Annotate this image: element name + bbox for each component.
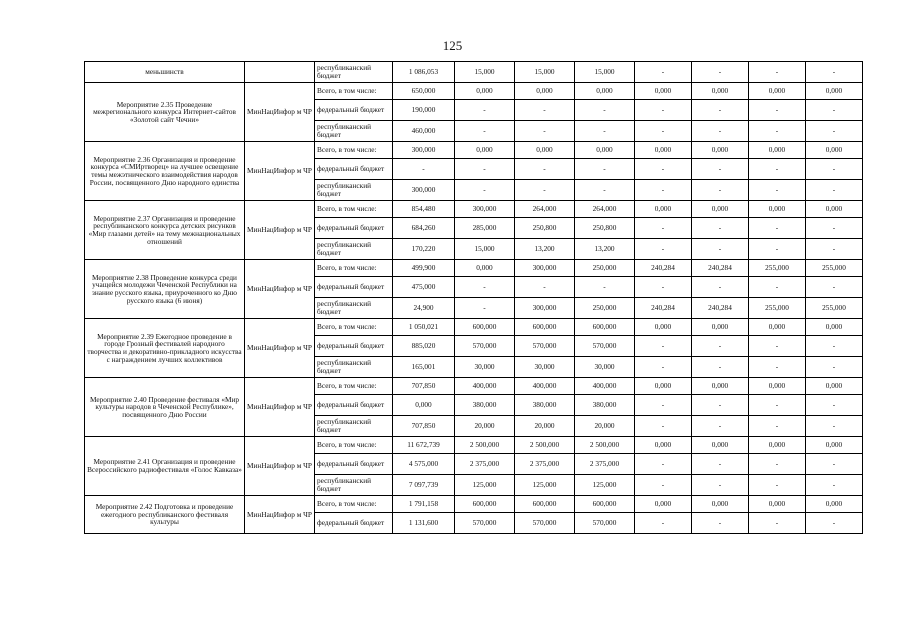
amount-cell: - — [455, 180, 515, 201]
amount-cell: 0,000 — [692, 319, 749, 336]
amount-cell: 0,000 — [692, 142, 749, 159]
amount-cell: - — [692, 121, 749, 142]
amount-cell: - — [749, 218, 806, 239]
amount-cell: - — [749, 121, 806, 142]
amount-cell: - — [635, 454, 692, 475]
table-row — [85, 201, 863, 218]
amount-cell: 0,000 — [692, 201, 749, 218]
amount-cell: - — [692, 336, 749, 357]
amount-cell: - — [749, 454, 806, 475]
amount-cell: 400,000 — [575, 378, 635, 395]
amount-cell: - — [806, 180, 863, 201]
amount-cell: - — [575, 121, 635, 142]
amount-cell: - — [749, 180, 806, 201]
amount-cell: - — [749, 277, 806, 298]
table-body — [85, 62, 863, 534]
amount-cell: - — [692, 395, 749, 416]
amount-cell: 300,000 — [393, 180, 455, 201]
table-row — [85, 142, 863, 159]
amount-cell: 190,000 — [393, 100, 455, 121]
amount-cell: 885,020 — [393, 336, 455, 357]
amount-cell: 285,000 — [455, 218, 515, 239]
amount-cell: - — [515, 121, 575, 142]
event-name-cell: Мероприятие 2.39 Ежегодное проведение в городе Грозный фестивалей народного творчества и декоративно-прикладного искусства с награждением лучших коллективов — [85, 319, 245, 378]
amount-cell: 0,000 — [806, 142, 863, 159]
amount-cell: 13,200 — [575, 239, 635, 260]
amount-cell: - — [575, 180, 635, 201]
funding-source-cell: Всего, в том числе: — [315, 437, 393, 454]
amount-cell: - — [806, 336, 863, 357]
amount-cell: - — [455, 298, 515, 319]
event-name-cell: Мероприятие 2.41 Организация и проведение Всероссийского радиофестиваля «Голос Кавказа» — [85, 437, 245, 496]
amount-cell: 1 086,053 — [393, 62, 455, 83]
event-name-cell: Мероприятие 2.37 Организация и проведение республиканского конкурса детских рисунков «Мир глазами детей» на тему межнациональных отношений — [85, 201, 245, 260]
amount-cell: - — [635, 121, 692, 142]
amount-cell: 300,000 — [515, 260, 575, 277]
funding-source-cell: республиканский бюджет — [315, 416, 393, 437]
amount-cell: - — [749, 357, 806, 378]
amount-cell: 20,000 — [455, 416, 515, 437]
amount-cell: 380,000 — [515, 395, 575, 416]
executor-cell: МинНацИнфор м ЧР — [245, 142, 315, 201]
amount-cell: 0,000 — [806, 201, 863, 218]
amount-cell: - — [635, 277, 692, 298]
amount-cell: - — [806, 218, 863, 239]
amount-cell: - — [692, 416, 749, 437]
amount-cell: 165,001 — [393, 357, 455, 378]
amount-cell: 499,900 — [393, 260, 455, 277]
funding-source-cell: республиканский бюджет — [315, 121, 393, 142]
amount-cell: 0,000 — [749, 496, 806, 513]
amount-cell: - — [455, 159, 515, 180]
amount-cell: - — [635, 416, 692, 437]
amount-cell: 125,000 — [515, 475, 575, 496]
table-row — [85, 62, 863, 83]
amount-cell: 0,000 — [515, 142, 575, 159]
amount-cell: 570,000 — [575, 513, 635, 534]
event-name-cell: Мероприятие 2.35 Проведение межрегионального конкурса Интернет-сайтов «Золотой сайт Чечни» — [85, 83, 245, 142]
amount-cell: - — [692, 180, 749, 201]
executor-cell: МинНацИнфор м ЧР — [245, 319, 315, 378]
amount-cell: 0,000 — [575, 142, 635, 159]
amount-cell: 300,000 — [393, 142, 455, 159]
amount-cell: - — [692, 218, 749, 239]
amount-cell: 255,000 — [749, 298, 806, 319]
funding-source-cell: федеральный бюджет — [315, 159, 393, 180]
funding-source-cell: федеральный бюджет — [315, 277, 393, 298]
amount-cell: 400,000 — [515, 378, 575, 395]
amount-cell: 30,000 — [515, 357, 575, 378]
funding-source-cell: Всего, в том числе: — [315, 83, 393, 100]
amount-cell: - — [692, 277, 749, 298]
amount-cell: 570,000 — [575, 336, 635, 357]
event-name-cell: Мероприятие 2.42 Подготовка и проведение ежегодного республиканского фестиваля культуры — [85, 496, 245, 534]
amount-cell: - — [692, 62, 749, 83]
amount-cell: 1 131,600 — [393, 513, 455, 534]
amount-cell: - — [806, 513, 863, 534]
amount-cell: 2 500,000 — [515, 437, 575, 454]
table-row — [85, 437, 863, 454]
amount-cell: 170,220 — [393, 239, 455, 260]
amount-cell: - — [692, 100, 749, 121]
table-row — [85, 83, 863, 100]
amount-cell: 125,000 — [575, 475, 635, 496]
amount-cell: 854,480 — [393, 201, 455, 218]
funding-source-cell: федеральный бюджет — [315, 454, 393, 475]
amount-cell: 13,200 — [515, 239, 575, 260]
amount-cell: - — [692, 239, 749, 260]
amount-cell: 0,000 — [749, 378, 806, 395]
executor-cell — [245, 62, 315, 83]
amount-cell: 20,000 — [515, 416, 575, 437]
amount-cell: - — [575, 159, 635, 180]
funding-source-cell: федеральный бюджет — [315, 336, 393, 357]
amount-cell: - — [635, 513, 692, 534]
amount-cell: 0,000 — [575, 83, 635, 100]
amount-cell: 20,000 — [575, 416, 635, 437]
amount-cell: 380,000 — [575, 395, 635, 416]
amount-cell: 0,000 — [635, 83, 692, 100]
amount-cell: 400,000 — [455, 378, 515, 395]
funding-source-cell: Всего, в том числе: — [315, 378, 393, 395]
amount-cell: 570,000 — [455, 336, 515, 357]
executor-cell: МинНацИнфор м ЧР — [245, 201, 315, 260]
amount-cell: 707,850 — [393, 416, 455, 437]
amount-cell: - — [455, 100, 515, 121]
amount-cell: - — [635, 475, 692, 496]
amount-cell: 2 375,000 — [515, 454, 575, 475]
amount-cell: - — [806, 239, 863, 260]
amount-cell: 255,000 — [806, 298, 863, 319]
amount-cell: 0,000 — [749, 319, 806, 336]
amount-cell: 2 500,000 — [455, 437, 515, 454]
amount-cell: 0,000 — [749, 201, 806, 218]
amount-cell: - — [692, 475, 749, 496]
funding-source-cell: Всего, в том числе: — [315, 319, 393, 336]
amount-cell: - — [635, 395, 692, 416]
amount-cell: 250,000 — [575, 298, 635, 319]
amount-cell: 0,000 — [455, 142, 515, 159]
amount-cell: - — [515, 100, 575, 121]
executor-cell: МинНацИнфор м ЧР — [245, 260, 315, 319]
amount-cell: 11 672,739 — [393, 437, 455, 454]
amount-cell: 570,000 — [515, 513, 575, 534]
amount-cell: 264,000 — [575, 201, 635, 218]
amount-cell: - — [749, 100, 806, 121]
event-name-cell: Мероприятие 2.40 Проведение фестиваля «Мир культуры народов в Чеченской Республике», посвященного Дню России — [85, 378, 245, 437]
amount-cell: - — [635, 239, 692, 260]
amount-cell: - — [635, 159, 692, 180]
amount-cell: - — [692, 357, 749, 378]
amount-cell: - — [635, 180, 692, 201]
amount-cell: - — [635, 100, 692, 121]
amount-cell: 0,000 — [635, 378, 692, 395]
amount-cell: 250,800 — [515, 218, 575, 239]
amount-cell: 125,000 — [455, 475, 515, 496]
amount-cell: 0,000 — [749, 142, 806, 159]
amount-cell: 0,000 — [635, 496, 692, 513]
amount-cell: 15,000 — [575, 62, 635, 83]
amount-cell: 2 375,000 — [575, 454, 635, 475]
funding-source-cell: республиканский бюджет — [315, 357, 393, 378]
amount-cell: 684,260 — [393, 218, 455, 239]
amount-cell: - — [515, 277, 575, 298]
amount-cell: - — [692, 454, 749, 475]
event-name-cell: меньшинств — [85, 62, 245, 83]
amount-cell: 0,000 — [455, 260, 515, 277]
amount-cell: 250,000 — [575, 260, 635, 277]
amount-cell: 460,000 — [393, 121, 455, 142]
amount-cell: 570,000 — [455, 513, 515, 534]
amount-cell: 0,000 — [455, 83, 515, 100]
amount-cell: 255,000 — [806, 260, 863, 277]
amount-cell: - — [749, 336, 806, 357]
event-name-cell: Мероприятие 2.38 Проведение конкурса среди учащейся молодежи Чеченской Республики на знание русского языка, приуроченного ко Дню русского языка (6 июня) — [85, 260, 245, 319]
amount-cell: 600,000 — [455, 496, 515, 513]
budget-table — [84, 61, 863, 534]
amount-cell: 30,000 — [575, 357, 635, 378]
amount-cell: 600,000 — [515, 496, 575, 513]
amount-cell: 1 791,158 — [393, 496, 455, 513]
amount-cell: 0,000 — [692, 437, 749, 454]
amount-cell: 300,000 — [455, 201, 515, 218]
funding-source-cell: республиканский бюджет — [315, 298, 393, 319]
amount-cell: 600,000 — [575, 319, 635, 336]
amount-cell: - — [575, 100, 635, 121]
amount-cell: - — [806, 62, 863, 83]
funding-source-cell: Всего, в том числе: — [315, 142, 393, 159]
executor-cell: МинНацИнфор м ЧР — [245, 496, 315, 534]
funding-source-cell: федеральный бюджет — [315, 100, 393, 121]
table-row — [85, 319, 863, 336]
table-row — [85, 378, 863, 395]
amount-cell: - — [635, 336, 692, 357]
amount-cell: 0,000 — [806, 83, 863, 100]
amount-cell: 650,000 — [393, 83, 455, 100]
amount-cell: 0,000 — [635, 201, 692, 218]
amount-cell: - — [806, 416, 863, 437]
amount-cell: - — [635, 218, 692, 239]
amount-cell: - — [806, 454, 863, 475]
amount-cell: 240,284 — [635, 298, 692, 319]
amount-cell: - — [455, 121, 515, 142]
amount-cell: - — [749, 513, 806, 534]
amount-cell: 240,284 — [635, 260, 692, 277]
amount-cell: - — [806, 277, 863, 298]
amount-cell: - — [692, 513, 749, 534]
amount-cell: - — [635, 62, 692, 83]
amount-cell: 7 097,739 — [393, 475, 455, 496]
amount-cell: - — [635, 357, 692, 378]
amount-cell: 600,000 — [455, 319, 515, 336]
amount-cell: - — [806, 100, 863, 121]
amount-cell: 0,000 — [393, 395, 455, 416]
funding-source-cell: республиканский бюджет — [315, 475, 393, 496]
amount-cell: - — [515, 159, 575, 180]
amount-cell: 0,000 — [749, 437, 806, 454]
funding-source-cell: федеральный бюджет — [315, 218, 393, 239]
executor-cell: МинНацИнфор м ЧР — [245, 378, 315, 437]
event-name-cell: Мероприятие 2.36 Организация и проведение конкурса «СМИртворец» на лучшее освещение темы межэтнического взаимодействия народов России, посвященного Дню народного единства — [85, 142, 245, 201]
amount-cell: - — [393, 159, 455, 180]
amount-cell: - — [806, 121, 863, 142]
amount-cell: 0,000 — [692, 83, 749, 100]
funding-source-cell: федеральный бюджет — [315, 395, 393, 416]
amount-cell: 0,000 — [515, 83, 575, 100]
amount-cell: 475,000 — [393, 277, 455, 298]
amount-cell: - — [749, 416, 806, 437]
funding-source-cell: Всего, в том числе: — [315, 260, 393, 277]
amount-cell: 2 375,000 — [455, 454, 515, 475]
amount-cell: 0,000 — [806, 496, 863, 513]
amount-cell: - — [806, 395, 863, 416]
amount-cell: 0,000 — [635, 142, 692, 159]
amount-cell: 24,900 — [393, 298, 455, 319]
funding-source-cell: республиканский бюджет — [315, 62, 393, 83]
amount-cell: - — [806, 159, 863, 180]
amount-cell: 1 050,021 — [393, 319, 455, 336]
amount-cell: - — [692, 159, 749, 180]
amount-cell: 300,000 — [515, 298, 575, 319]
amount-cell: 240,284 — [692, 260, 749, 277]
amount-cell: - — [455, 277, 515, 298]
amount-cell: 0,000 — [806, 319, 863, 336]
funding-source-cell: федеральный бюджет — [315, 513, 393, 534]
amount-cell: 4 575,000 — [393, 454, 455, 475]
funding-source-cell: республиканский бюджет — [315, 180, 393, 201]
amount-cell: 0,000 — [692, 378, 749, 395]
page-number: 125 — [442, 38, 463, 53]
amount-cell: 255,000 — [749, 260, 806, 277]
amount-cell: 240,284 — [692, 298, 749, 319]
funding-source-cell: Всего, в том числе: — [315, 496, 393, 513]
funding-source-cell: республиканский бюджет — [315, 239, 393, 260]
amount-cell: - — [806, 475, 863, 496]
amount-cell: - — [806, 357, 863, 378]
amount-cell: - — [749, 239, 806, 260]
amount-cell: 15,000 — [455, 239, 515, 260]
amount-cell: 2 500,000 — [575, 437, 635, 454]
amount-cell: 570,000 — [515, 336, 575, 357]
amount-cell: 30,000 — [455, 357, 515, 378]
amount-cell: 0,000 — [806, 437, 863, 454]
funding-source-cell: Всего, в том числе: — [315, 201, 393, 218]
amount-cell: - — [749, 395, 806, 416]
amount-cell: 0,000 — [635, 319, 692, 336]
executor-cell: МинНацИнфор м ЧР — [245, 83, 315, 142]
table-row — [85, 260, 863, 277]
amount-cell: 0,000 — [635, 437, 692, 454]
amount-cell: 600,000 — [575, 496, 635, 513]
table-row — [85, 496, 863, 513]
amount-cell: - — [749, 159, 806, 180]
amount-cell: 15,000 — [455, 62, 515, 83]
amount-cell: 0,000 — [749, 83, 806, 100]
amount-cell: 15,000 — [515, 62, 575, 83]
amount-cell: - — [749, 62, 806, 83]
amount-cell: 600,000 — [515, 319, 575, 336]
amount-cell: - — [515, 180, 575, 201]
amount-cell: 0,000 — [806, 378, 863, 395]
executor-cell: МинНацИнфор м ЧР — [245, 437, 315, 496]
amount-cell: 0,000 — [692, 496, 749, 513]
amount-cell: - — [749, 475, 806, 496]
amount-cell: 380,000 — [455, 395, 515, 416]
amount-cell: - — [575, 277, 635, 298]
amount-cell: 264,000 — [515, 201, 575, 218]
amount-cell: 707,850 — [393, 378, 455, 395]
amount-cell: 250,800 — [575, 218, 635, 239]
